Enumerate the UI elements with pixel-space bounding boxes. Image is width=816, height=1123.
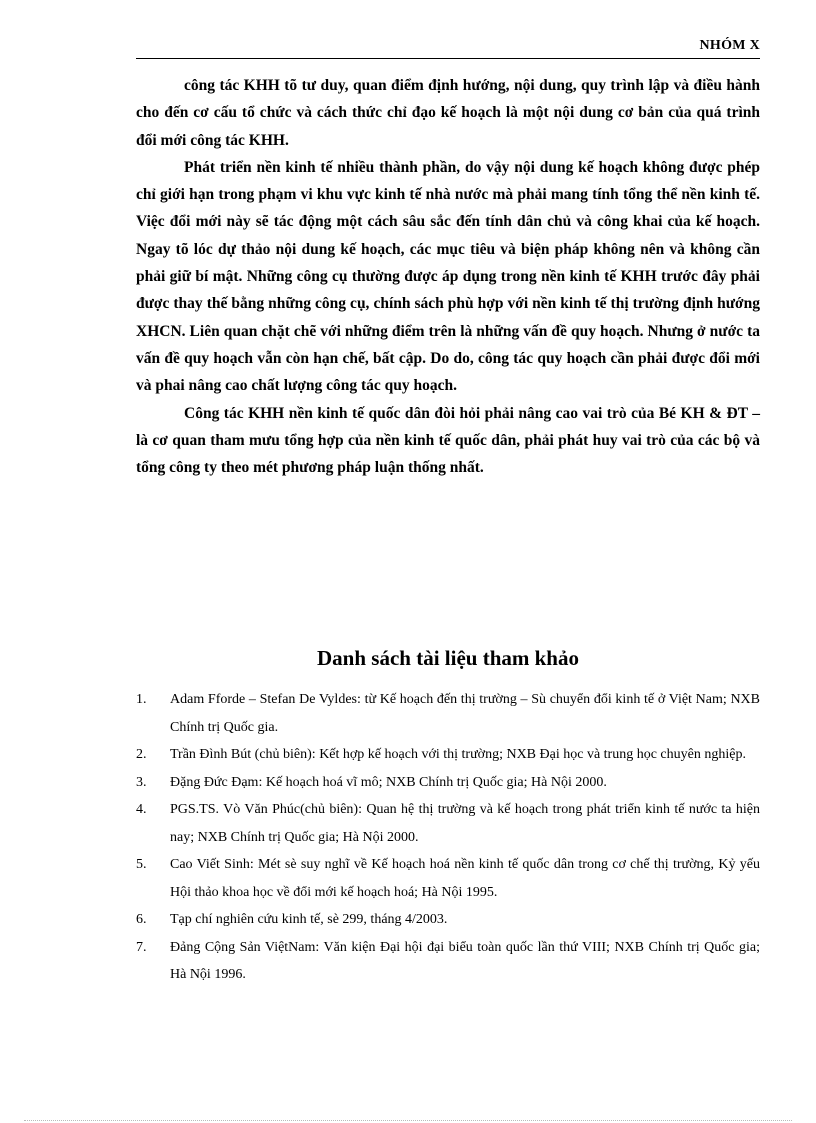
paragraph: Công tác KHH nền kinh tế quốc dân đòi hỏi phải nâng cao vai trò của Bé KH & ĐT – là cơ quan tham mưu tổng hợp của nền kinh tế quốc dân, phải phát huy vai trò của các bộ và tổng công ty theo mét phương pháp luận thống nhất. (136, 404, 760, 477)
header-label: NHÓM X (699, 38, 760, 53)
reference-text: Adam Fforde – Stefan De Vyldes: từ Kế hoạch đến thị trường – Sù chuyển đổi kinh tế ở Việt Nam; NXB Chính trị Quốc gia. (170, 692, 760, 735)
paragraph: Phát triển nền kinh tế nhiều thành phần, do vậy nội dung kế hoạch không được phép chỉ giới hạn trong phạm vi khu vực kinh tế nhà nước mà phải mang tính tổng thể nền kinh tế. Việc đổi mới này sẽ tác động một cách sâu sắc đến tính dân chủ và công khai của kế hoạch. Ngay tõ lóc dự thảo nội dung kế hoạch, các mục tiêu và biện pháp không nên và không cần phải giữ bí mật. Những công cụ thường được áp dụng trong nền kinh tế KHH trước đây phải được thay thế bằng những công cụ, chính sách phù hợp với nền kinh tế thị trường định hướng XHCN. Liên quan chặt chẽ với những điểm trên là những vấn đề quy hoạch. Nhưng ở nước ta vấn đề quy hoạch vẫn còn hạn chế, bất cập. Do do, công tác quy hoạch cần phải được đổi mới và phai nâng cao chất lượng công tác quy hoạch. (136, 158, 760, 395)
reference-number: 7. (136, 939, 147, 955)
reference-text: Đảng Cộng Sản ViệtNam: Văn kiện Đại hội đại biểu toàn quốc lần thứ VIII; NXB Chính trị Quốc gia; Hà Nội 1996. (170, 939, 760, 982)
reference-item (136, 686, 760, 741)
reference-text: PGS.TS. Vò Văn Phúc(chủ biên): Quan hệ thị trường và kế hoạch trong phát triển kinh tế nước ta hiện nay; NXB Chính trị Quốc gia; Hà Nội 2000. (170, 802, 760, 845)
reference-item (136, 796, 760, 851)
body-text (136, 72, 760, 481)
reference-number: 4. (136, 802, 147, 817)
reference-number: 2. (136, 747, 147, 762)
reference-number: 5. (136, 857, 147, 872)
reference-number: 1. (136, 692, 147, 707)
references-title: Danh sách tài liệu tham khảo (317, 646, 579, 670)
reference-item (136, 769, 760, 797)
reference-item (136, 906, 760, 934)
reference-item (136, 934, 760, 989)
reference-text: Trần Đình Bút (chủ biên): Kết hợp kế hoạch với thị trường; NXB Đại học và trung học chuyên nghiệp. (170, 747, 746, 762)
reference-text: Đặng Đức Đạm: Kế hoạch hoá vĩ mô; NXB Chính trị Quốc gia; Hà Nội 2000. (170, 774, 607, 790)
footer-divider (24, 1120, 792, 1121)
reference-number: 3. (136, 774, 147, 790)
reference-item (136, 741, 760, 769)
references-list (136, 686, 760, 989)
reference-text: Cao Viết Sinh: Mét sè suy nghĩ về Kế hoạch hoá nền kinh tế quốc dân trong cơ chế thị trường, Kỷ yếu Hội thảo khoa học về đổi mới kế hoạch hoá; Hà Nội 1995. (170, 857, 760, 900)
paragraph: công tác KHH tõ tư duy, quan điểm định hướng, nội dung, quy trình lập và điều hành cho đến cơ cấu tổ chức và cách thức chỉ đạo kế hoạch là một nội dung cơ bản của quá trình đổi mới công tác KHH. (136, 77, 760, 149)
reference-item (136, 851, 760, 906)
page-header (136, 38, 760, 59)
reference-text: Tạp chí nghiên cứu kinh tế, sè 299, tháng 4/2003. (170, 912, 448, 927)
reference-number: 6. (136, 912, 147, 927)
